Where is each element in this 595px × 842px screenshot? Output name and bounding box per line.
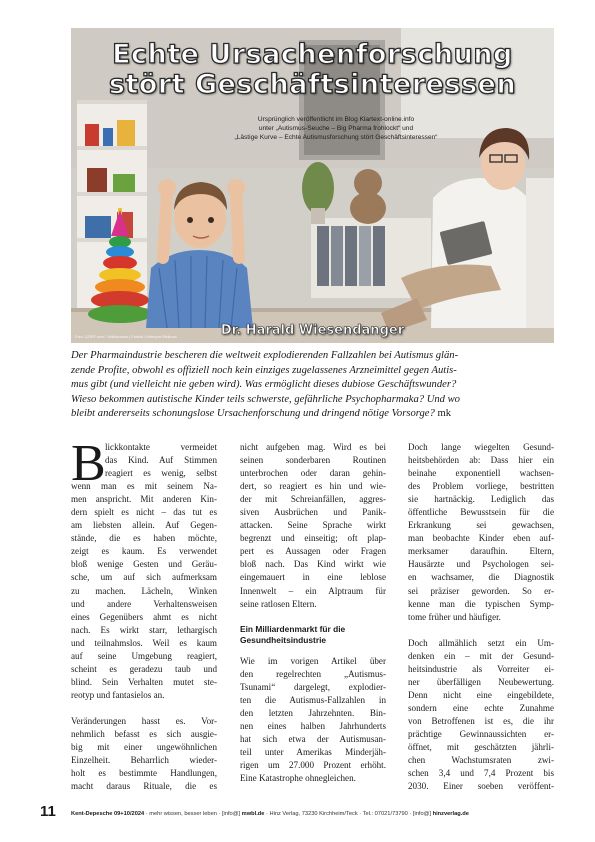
body-line: des Problem vorliege, bestritten bbox=[408, 481, 554, 492]
body-line: teil unter Amerikas Minderjäh- bbox=[240, 746, 386, 757]
page-footer bbox=[71, 811, 561, 817]
body-line: öffentliche Bewusstsein für die bbox=[408, 507, 554, 518]
body-line: Wie im vorigen Artikel über bbox=[240, 655, 386, 666]
photo-credit: Foto: 123RF.com / Vitalikrusses | Fotolia / Kateryna Bibikova bbox=[75, 335, 177, 339]
origin-note-line-3: „Lästige Kurve – Echte Autismusforschung stört Geschäftsinteressen“ bbox=[234, 134, 438, 141]
body-line: Denn nicht eine eingebildete, bbox=[408, 689, 554, 700]
body-line: sei präziser geworden. So er- bbox=[408, 585, 554, 596]
body-line: denken ein – mit der Gesund- bbox=[408, 650, 554, 661]
drop-cap: B bbox=[71, 435, 106, 492]
body-line: nicht aufgeben mag. Wird es bei bbox=[240, 442, 386, 452]
body-line: heitsbehörden ab: Dass hier ein bbox=[408, 455, 554, 466]
text-column-2 bbox=[240, 441, 386, 785]
body-line: seinen sonderbaren Routinen bbox=[240, 455, 386, 466]
author-name: Dr. Harald Wiesendanger bbox=[220, 323, 405, 338]
body-line: stände, die es haben möchte, bbox=[71, 533, 217, 544]
footer-slogan: · mehr wissen, besser leben · [info@] bbox=[144, 811, 242, 817]
body-line: dern spielt es nicht – das tut es bbox=[71, 507, 217, 518]
body-line: ner überfälligen Neubewertung. bbox=[408, 676, 554, 687]
body-line: sche, um auf sich aufmerksam bbox=[71, 572, 217, 583]
body-line: prächtige Gewinnaussichten er- bbox=[408, 729, 554, 740]
body-line: zeigt es kaum. Es verwendet bbox=[71, 546, 217, 557]
lead-signature: mk bbox=[437, 408, 451, 420]
body-line: reagiert es wenig, selbst bbox=[105, 468, 217, 479]
article-title-line-1: Echte Ursachenforschung bbox=[112, 39, 513, 70]
body-line: pert es Aussagen oder Fragen bbox=[240, 546, 386, 557]
body-line: dert, so reagiert es hin und wie- bbox=[240, 481, 386, 492]
body-line: 2030. Einer soeben veröffent- bbox=[408, 781, 554, 792]
body-line: den letzten Jahrzehnten. Bin- bbox=[240, 707, 386, 718]
body-line: beinahe exponentiell wachsen- bbox=[408, 468, 554, 479]
body-line: big mit einer ungewöhnlichen bbox=[71, 742, 217, 753]
footer-publisher: · Hinz Verlag, 73230 Kirchheim/Teck · Tel.: 07021/73790 · [info@] bbox=[264, 811, 433, 817]
text-column-1 bbox=[71, 435, 217, 793]
lead-line: bleibt andererseits schonungslose Ursachenforschung und dringend nötige Vorsorge? bbox=[71, 408, 435, 420]
page-number: 11 bbox=[40, 803, 56, 820]
text-column-3 bbox=[408, 441, 554, 793]
body-line: ten die Autismus-Fallzahlen in bbox=[240, 694, 386, 705]
body-line: scheint es geradezu taub und bbox=[71, 663, 217, 674]
body-line: nach. Es wirkt starr, lethargisch bbox=[71, 624, 217, 635]
section-subheading-line-1: Ein Milliardenmarkt für die bbox=[240, 623, 346, 634]
article-lead bbox=[71, 349, 555, 422]
body-line: wenn man es mit seinem Na- bbox=[71, 481, 217, 492]
body-line: nehmlich befasst es sich ausgie- bbox=[71, 729, 217, 740]
lead-line-last bbox=[71, 407, 555, 422]
body-line: man beobachte Kinder eben auf- bbox=[408, 533, 554, 544]
body-line: schen 3,4 und 7,4 Prozent bis bbox=[408, 768, 554, 779]
origin-note-line-2: unter „Autismus-Seuche – Big Pharma frohlockt“ und bbox=[258, 125, 414, 132]
footer-site-link-mwbl[interactable]: mwbl.de bbox=[241, 811, 265, 817]
body-line: von Betroffenen ist es, die ihr bbox=[408, 715, 554, 726]
body-line: der mit Schreianfällen, aggres- bbox=[240, 494, 386, 505]
body-line: öffnet, mit geschätzten jährli- bbox=[408, 742, 554, 753]
lead-line: Der Pharmaindustrie bescheren die weltweit explodierenden Fallzahlen bei Autismus glän- bbox=[71, 350, 459, 361]
body-line: zu machen. Lächeln, Winken bbox=[71, 585, 217, 596]
body-line: heitsindustrie als Vorreiter ei- bbox=[408, 663, 554, 674]
body-line: bloß nach. Das Kind wirkt wie bbox=[240, 559, 386, 570]
body-line: Einzelheit. Beharrlich wieder- bbox=[71, 755, 217, 766]
lead-line: zende Profite, obwohl es offiziell noch kein einziges zugelassenes Arzneimittel gegen Autis- bbox=[71, 364, 457, 376]
body-line: den regelrechten „Autismus- bbox=[240, 668, 386, 679]
body-line: lickkontakte vermeidet bbox=[105, 442, 217, 452]
body-line: reotyp und fantasielos an. bbox=[71, 689, 165, 700]
body-line: und andere Verhaltensweisen bbox=[71, 598, 217, 609]
body-line: Eine Katastrophe ohnegleichen. bbox=[240, 773, 356, 784]
body-line: auf seine Umgebung reagiert, bbox=[71, 650, 217, 661]
body-line: blind. Sein Verhalten mutet ste- bbox=[71, 676, 217, 687]
hero-image bbox=[71, 28, 554, 343]
body-line: hat sich etwa der Autismusan- bbox=[240, 733, 386, 744]
body-line: eines Gegenübers ahmt es nicht bbox=[71, 611, 217, 622]
paragraph-gap bbox=[71, 702, 217, 715]
body-line: rigen um 27.000 Prozent erhöht. bbox=[240, 760, 386, 771]
body-line: seine ratlosen Eltern. bbox=[240, 598, 317, 609]
body-line: eingemauert in eine leblose bbox=[240, 572, 386, 583]
body-line: macht daraus Rituale, die es bbox=[71, 781, 217, 792]
body-line: Hausärzte und Psychologen sei- bbox=[408, 559, 554, 570]
lead-line: mus gibt (und vielleicht nie geben wird). Was ermöglicht dieses dubiose Geschäftswunder? bbox=[71, 379, 457, 391]
body-line: und teilnahmslos. Weil es kaum bbox=[71, 637, 217, 648]
body-line: merksamer daraufhin. Eltern, bbox=[408, 546, 554, 557]
body-line: sie hartnäckig. Lediglich das bbox=[408, 494, 554, 505]
body-line: attacken. Seine Sprache wirkt bbox=[240, 520, 386, 531]
body-line: begrenzt und einseitig; oft plap- bbox=[240, 533, 386, 544]
paragraph-gap bbox=[240, 646, 386, 655]
body-line: sondern eine echte Zunahme bbox=[408, 702, 554, 713]
body-line: bloß wenige Gesten und Geräu- bbox=[71, 559, 217, 570]
body-line: das Kind. Auf Stimmen bbox=[105, 455, 217, 466]
article-title-line-2: stört Geschäftsinteressen bbox=[108, 69, 517, 100]
body-line: Veränderungen hasst es. Vor- bbox=[71, 715, 217, 726]
body-line: chen Wachstumsraten zwi- bbox=[408, 755, 554, 766]
body-line: en wachsamer, die Diagnostik bbox=[408, 572, 554, 583]
footer-site-link-hinzverlag[interactable]: hinzverlag.de bbox=[432, 811, 469, 817]
body-line: kenne man die typischen Symp- bbox=[408, 598, 554, 609]
paragraph-gap bbox=[408, 624, 554, 637]
footer-issue: Kent-Depesche 09+10/2024 bbox=[71, 811, 145, 817]
body-line: holt es bestimmte Handlungen, bbox=[71, 768, 217, 779]
lead-line: Wieso bekommen autistische Kinder teils schwerste, gefährliche Psychopharmaka? Und wo bbox=[71, 393, 460, 405]
body-line: Erkrankung sei gewachsen, bbox=[408, 520, 554, 531]
section-subheading-line-2: Gesundheitsindustrie bbox=[240, 634, 327, 645]
body-line: men anspricht. Mit anderen Kin- bbox=[71, 494, 217, 505]
body-line: Tsunami“ dargelegt, explodier- bbox=[240, 681, 386, 692]
body-line: am liebsten allein. Auf Gegen- bbox=[71, 520, 217, 531]
body-line: Doch lange wiegelten Gesund- bbox=[408, 442, 554, 452]
paragraph-gap bbox=[240, 611, 386, 624]
body-line: Doch allmählich setzt ein Um- bbox=[408, 637, 554, 648]
body-line: unterbrochen oder daran gehin- bbox=[240, 468, 386, 479]
body-line: Innenwelt – ein Alptraum für bbox=[240, 585, 386, 596]
body-line: siven Ausbrüchen und Panik- bbox=[240, 507, 386, 518]
body-line: nen eines halben Jahrhunderts bbox=[240, 720, 386, 731]
body-line: tome früher und häufiger. bbox=[408, 611, 501, 622]
origin-note-line-1: Ursprünglich veröffentlicht im Blog Klartext-online.info bbox=[257, 116, 415, 123]
